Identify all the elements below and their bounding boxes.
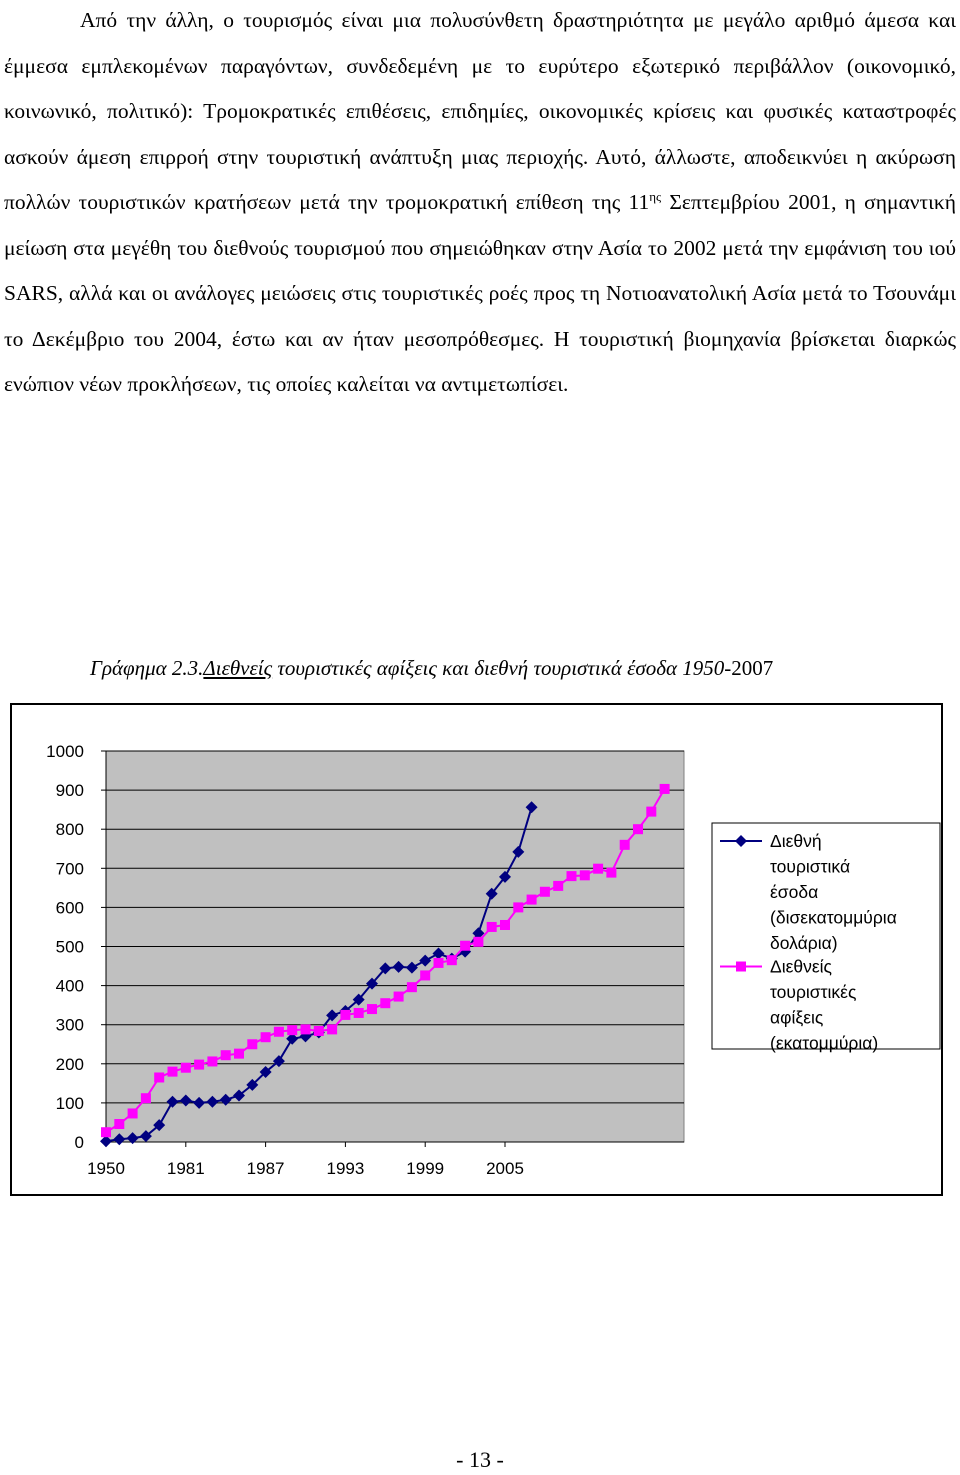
x-tick-label: 1981 (166, 1159, 205, 1178)
series-2-point (181, 1063, 191, 1073)
page-number: - 13 - (456, 1447, 504, 1472)
legend-label: τουριστικές (770, 982, 857, 1002)
series-2-point (301, 1024, 311, 1034)
x-tick-label: 1987 (246, 1159, 285, 1178)
paragraph-text-after: Σεπτεμβρίου 2001, η σημαντική μείωση στα μεγέθη του διεθνούς τουρισμού που σημειώθηκαν στην Ασία το 2002 μετά την εμφάνιση του ιού SARS, αλλά και οι ανάλογες μειώσεις στις τουριστικές ροές προς τη Νοτιοανατολική Ασία μετά το Τσουνάμι το Δεκέμβριο του 2004, έστω και αν ήταν μεσοπρόθεσμες. Η τουριστική βιομηχανία βρίσκεται διαρκώς ενώπιον νέων προκλήσεων, τις οποίες καλείται να αντιμετωπίσει. (4, 190, 956, 396)
x-tick-label: 2005 (486, 1159, 524, 1178)
series-2-point (500, 920, 510, 930)
series-2-point (354, 1008, 364, 1018)
series-2-point (314, 1026, 324, 1036)
y-tick-label: 200 (55, 1054, 84, 1074)
legend-label: τουριστικά (770, 856, 851, 877)
y-tick-label: 800 (55, 820, 84, 840)
legend-label: (εκατομμύρια) (770, 1033, 879, 1053)
series-2-point (540, 887, 550, 897)
series-2-point (513, 902, 523, 912)
series-2-point (154, 1072, 164, 1082)
series-2-point (460, 941, 470, 951)
ordinal-superscript: ης (649, 188, 662, 204)
series-2-point (527, 895, 537, 905)
series-2-point (114, 1119, 124, 1129)
series-2-point (420, 970, 430, 980)
caption-underlined-word: Διεθνείς (203, 656, 273, 680)
caption-year-end: 2007 (731, 656, 774, 680)
series-2-point (194, 1060, 204, 1070)
legend-label: Διεθνείς (770, 956, 832, 977)
series-2-point (660, 784, 670, 794)
y-tick-label: 400 (55, 976, 84, 996)
series-2-point (128, 1108, 138, 1118)
body-paragraph (4, 0, 956, 408)
series-2-point (434, 958, 444, 968)
series-2-point (207, 1056, 217, 1066)
y-tick-label: 1000 (46, 742, 84, 761)
legend-label: αφίξεις (770, 1007, 824, 1028)
series-2-point (101, 1127, 111, 1137)
series-2-point (380, 998, 390, 1008)
legend-label: Διεθνή (770, 831, 822, 851)
series-2-point (487, 922, 497, 932)
legend-marker-2 (736, 962, 746, 972)
y-tick-label: 0 (74, 1133, 84, 1152)
series-2-point (473, 937, 483, 947)
series-2-point (274, 1027, 284, 1037)
chart-frame (10, 703, 943, 1196)
figure-caption (90, 656, 773, 681)
series-2-point (247, 1039, 257, 1049)
caption-middle: τουριστικές αφίξεις και διεθνή τουριστικά έσοδα 1950- (272, 656, 732, 680)
x-tick-label: 1993 (326, 1159, 365, 1178)
series-2-point (367, 1004, 377, 1014)
caption-prefix: Γράφημα 2.3. (90, 656, 204, 680)
y-tick-label: 700 (55, 859, 84, 879)
paragraph-text-before: Από την άλλη, ο τουρισμός είναι μια πολυσύνθετη δραστηριότητα με μεγάλο αριθμό άμεσα και έμμεσα εμπλεκομένων παραγόντων, συνδεδεμένη με το ευρύτερο εξωτερικό περιβάλλον (οικονομικό, κοινωνικό, πολιτικό): Τρομοκρατικές επιθέσεις, επιδημίες, οικονομικές κρίσεις και φυσικές καταστροφές ασκούν άμεση επιρροή στην τουριστική ανάπτυξη μιας περιοχής. Αυτό, άλλωστε, αποδεικνύει η ακύρωση πολλών τουριστικών κρατήσεων μετά την τρομοκρατική επίθεση της 11 (4, 8, 956, 214)
legend-label: δολάρια) (770, 933, 838, 953)
y-tick-label: 100 (55, 1093, 84, 1113)
series-2-point (447, 955, 457, 965)
series-2-point (221, 1050, 231, 1060)
y-tick-label: 600 (55, 898, 84, 918)
series-2-point (287, 1025, 297, 1035)
series-2-point (394, 992, 404, 1002)
series-2-point (633, 824, 643, 834)
series-2-point (407, 982, 417, 992)
series-2-point (141, 1093, 151, 1103)
series-2-point (580, 870, 590, 880)
series-2-point (646, 807, 656, 817)
y-tick-label: 900 (55, 781, 84, 801)
series-2-point (567, 871, 577, 881)
series-2-point (261, 1032, 271, 1042)
series-2-point (340, 1010, 350, 1020)
line-chart (12, 705, 941, 1194)
series-2-point (327, 1024, 337, 1034)
y-tick-label: 500 (55, 937, 84, 957)
series-2-point (553, 881, 563, 891)
x-tick-label: 1950 (87, 1159, 125, 1178)
series-2-point (620, 840, 630, 850)
legend-label: έσοδα (770, 882, 819, 902)
x-tick-label: 1999 (406, 1159, 445, 1178)
series-2-point (168, 1067, 178, 1077)
series-2-point (234, 1049, 244, 1059)
legend-label: (δισεκατομμύρια (770, 907, 897, 928)
y-tick-label: 300 (55, 1015, 84, 1035)
series-2-point (593, 864, 603, 874)
series-2-point (606, 868, 616, 878)
